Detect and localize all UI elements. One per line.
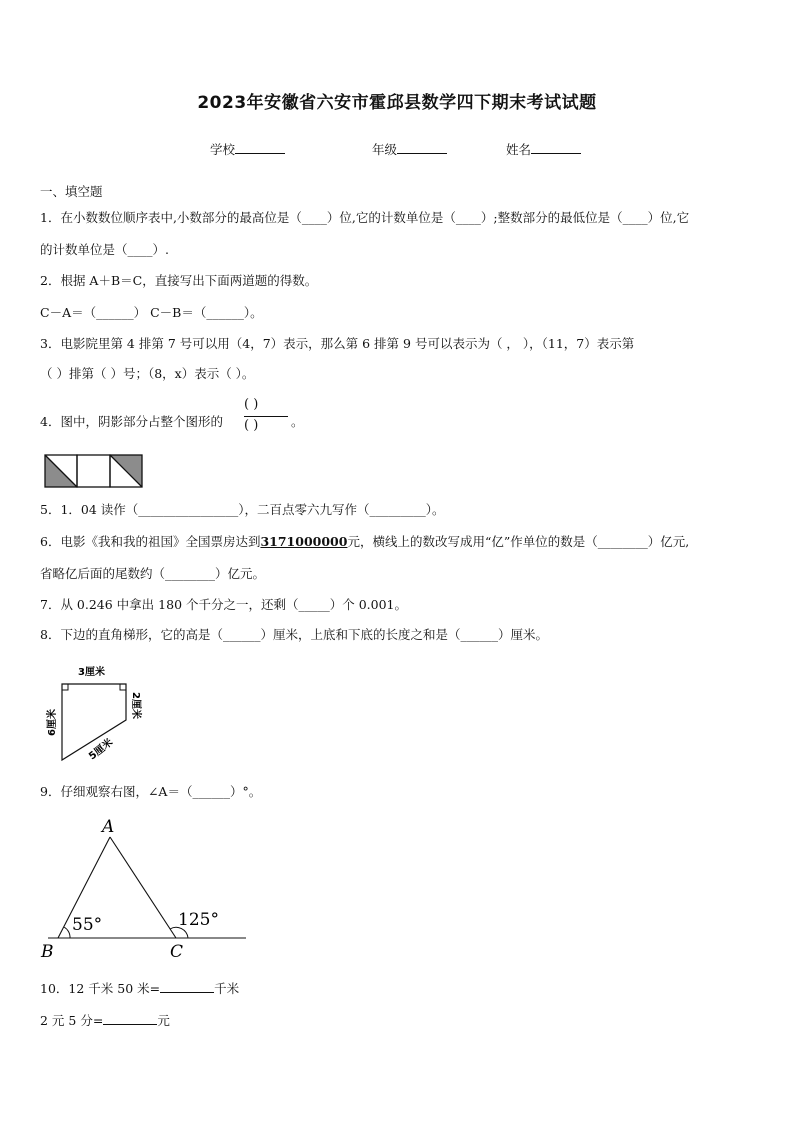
question-5-text: 5．1．04 读作（________________），二百点零六九写作（_________）。 <box>40 502 445 517</box>
fraction-numerator[interactable]: ( ) <box>244 397 259 412</box>
question-10-line-1-prefix: 10．12 千米 50 米= <box>40 981 161 996</box>
question-8-figure <box>40 660 150 770</box>
vertex-a-label: A <box>102 817 115 837</box>
question-3-line-2: （ ）排第（ ）号；（8，x）表示（ ）。 <box>40 366 255 381</box>
right-side-label: 2厘米 <box>130 692 141 719</box>
angle-b-value: 55° <box>72 915 103 935</box>
right-angle-mark-left <box>62 684 68 690</box>
name-label: 姓名 <box>506 142 532 157</box>
question-10-line-1 <box>40 979 239 997</box>
question-4-text: 4．图中，阴影部分占整个图形的 <box>40 414 223 429</box>
vertex-b-label: B <box>41 942 54 962</box>
school-field <box>210 140 285 158</box>
question-10-line-1-suffix: 千米 <box>214 981 240 996</box>
question-10-line-2 <box>40 1011 170 1029</box>
question-2-line-2: C－A＝（______） C－B＝（______）。 <box>40 305 263 320</box>
question-6-suffix: 元，横线上的数改写成用“亿”作单位的数是（________）亿元, <box>347 534 690 549</box>
question-6-line-2: 省略亿后面的尾数约（________）亿元。 <box>40 566 266 581</box>
question-1-line-1: 1．在小数数位顺序表中,小数部分的最高位是（____）位,它的计数单位是（____）;整数部分的最低位是（____）位,它 <box>40 210 690 225</box>
question-10-blank-2[interactable] <box>103 1012 157 1025</box>
question-6-prefix: 6．电影《我和我的祖国》全国票房达到 <box>40 534 261 549</box>
vertex-c-label: C <box>170 942 184 962</box>
question-6-number: 3171000000 <box>260 534 348 549</box>
angle-b-arc <box>64 927 70 938</box>
right-angle-mark-right <box>120 684 126 690</box>
question-1-line-2: 的计数单位是（____）. <box>40 242 169 257</box>
question-8-text: 8．下边的直角梯形，它的高是（______）厘米，上底和下底的长度之和是（______）厘米。 <box>40 627 548 642</box>
question-10-blank-1[interactable] <box>160 980 214 993</box>
question-6-line-1 <box>40 532 689 550</box>
question-9-figure <box>36 812 251 962</box>
school-label: 学校 <box>210 142 236 157</box>
left-side-label: 6厘米 <box>47 709 58 736</box>
question-10-line-2-suffix: 元 <box>157 1013 170 1028</box>
grade-field <box>372 140 447 158</box>
question-2-line-1: 2．根据 A＋B＝C，直接写出下面两道题的得数。 <box>40 273 318 288</box>
fraction-denominator[interactable]: ( ) <box>244 418 259 433</box>
section-heading: 一、填空题 <box>40 184 103 199</box>
question-4-suffix: 。 <box>291 414 304 429</box>
grade-blank[interactable] <box>397 141 447 154</box>
question-4-figure <box>44 454 144 488</box>
fraction-bar <box>244 416 288 417</box>
slant-side-label: 5厘米 <box>87 737 116 763</box>
question-7-text: 7．从 0.246 中拿出 180 个千分之一，还剩（_____）个 0.001。 <box>40 597 407 612</box>
name-blank[interactable] <box>531 141 581 154</box>
side-ac <box>110 837 176 938</box>
box-2 <box>77 455 110 487</box>
question-3-line-1: 3．电影院里第 4 排第 7 号可以用（4，7）表示，那么第 6 排第 9 号可以表示为（ ， ），（11，7）表示第 <box>40 336 635 351</box>
page-title: 2023年安徽省六安市霍邱县数学四下期末考试试题 <box>197 93 597 113</box>
angle-c-value: 125° <box>178 910 219 930</box>
question-4-fraction <box>244 397 292 436</box>
question-9-text: 9．仔细观察右图，∠A＝（______）°。 <box>40 784 262 799</box>
top-base-label: 3厘米 <box>78 667 105 678</box>
name-field <box>506 140 581 158</box>
school-blank[interactable] <box>235 141 285 154</box>
grade-label: 年级 <box>372 142 398 157</box>
question-10-line-2-prefix: 2 元 5 分= <box>40 1013 104 1028</box>
